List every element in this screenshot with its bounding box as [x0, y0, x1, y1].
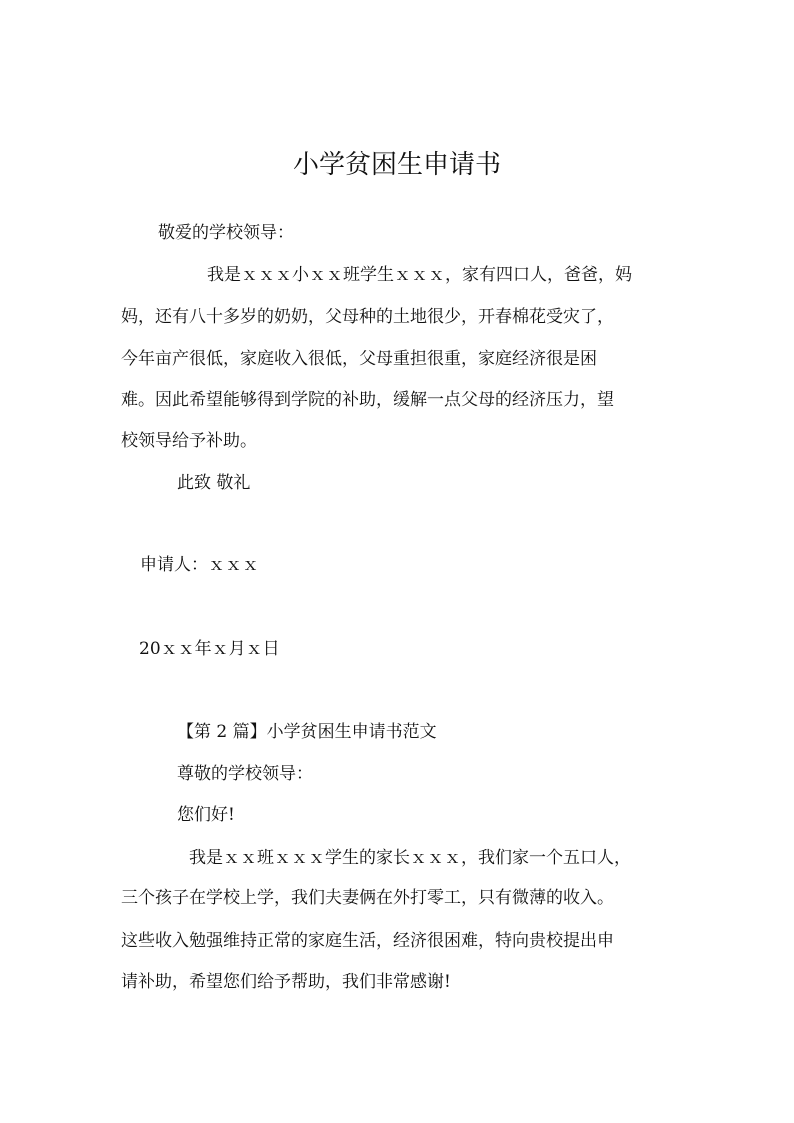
body-line: 请补助，希望您们给予帮助，我们非常感谢! [121, 972, 451, 992]
body-line: 难。因此希望能够得到学院的补助，缓解一点父母的经济压力，望 [121, 390, 614, 410]
body-line: 我是ｘｘ班ｘｘｘ学生的家长ｘｘｘ，我们家一个五口人， [189, 848, 631, 868]
page-title: 小学贫困生申请书 [292, 150, 501, 180]
salutation: 敬爱的学校领导： [158, 223, 294, 243]
closing: 此致 敬礼 [177, 473, 251, 493]
body-line: 校领导给予补助。 [121, 431, 257, 451]
applicant: 申请人：ｘｘｘ [140, 555, 259, 575]
section-heading: 【第 2 篇】小学贫困生申请书范文 [177, 722, 437, 742]
salutation: 尊敬的学校领导： [177, 764, 313, 784]
body-line: 三个孩子在学校上学，我们夫妻俩在外打零工，只有微薄的收入。 [121, 888, 614, 908]
body-line: 妈，还有八十多岁的奶奶，父母种的土地很少，开春棉花受灾了， [121, 307, 614, 327]
greeting: 您们好! [177, 805, 235, 825]
body-line: 我是ｘｘｘ小ｘｘ班学生ｘｘｘ，家有四口人，爸爸，妈 [207, 265, 632, 285]
date: 20ｘｘ年ｘ月ｘ日 [139, 639, 280, 659]
body-line: 今年亩产很低，家庭收入很低，父母重担很重，家庭经济很是困 [121, 349, 597, 369]
body-line: 这些收入勉强维持正常的家庭生活，经济很困难，特向贵校提出申 [121, 931, 614, 951]
